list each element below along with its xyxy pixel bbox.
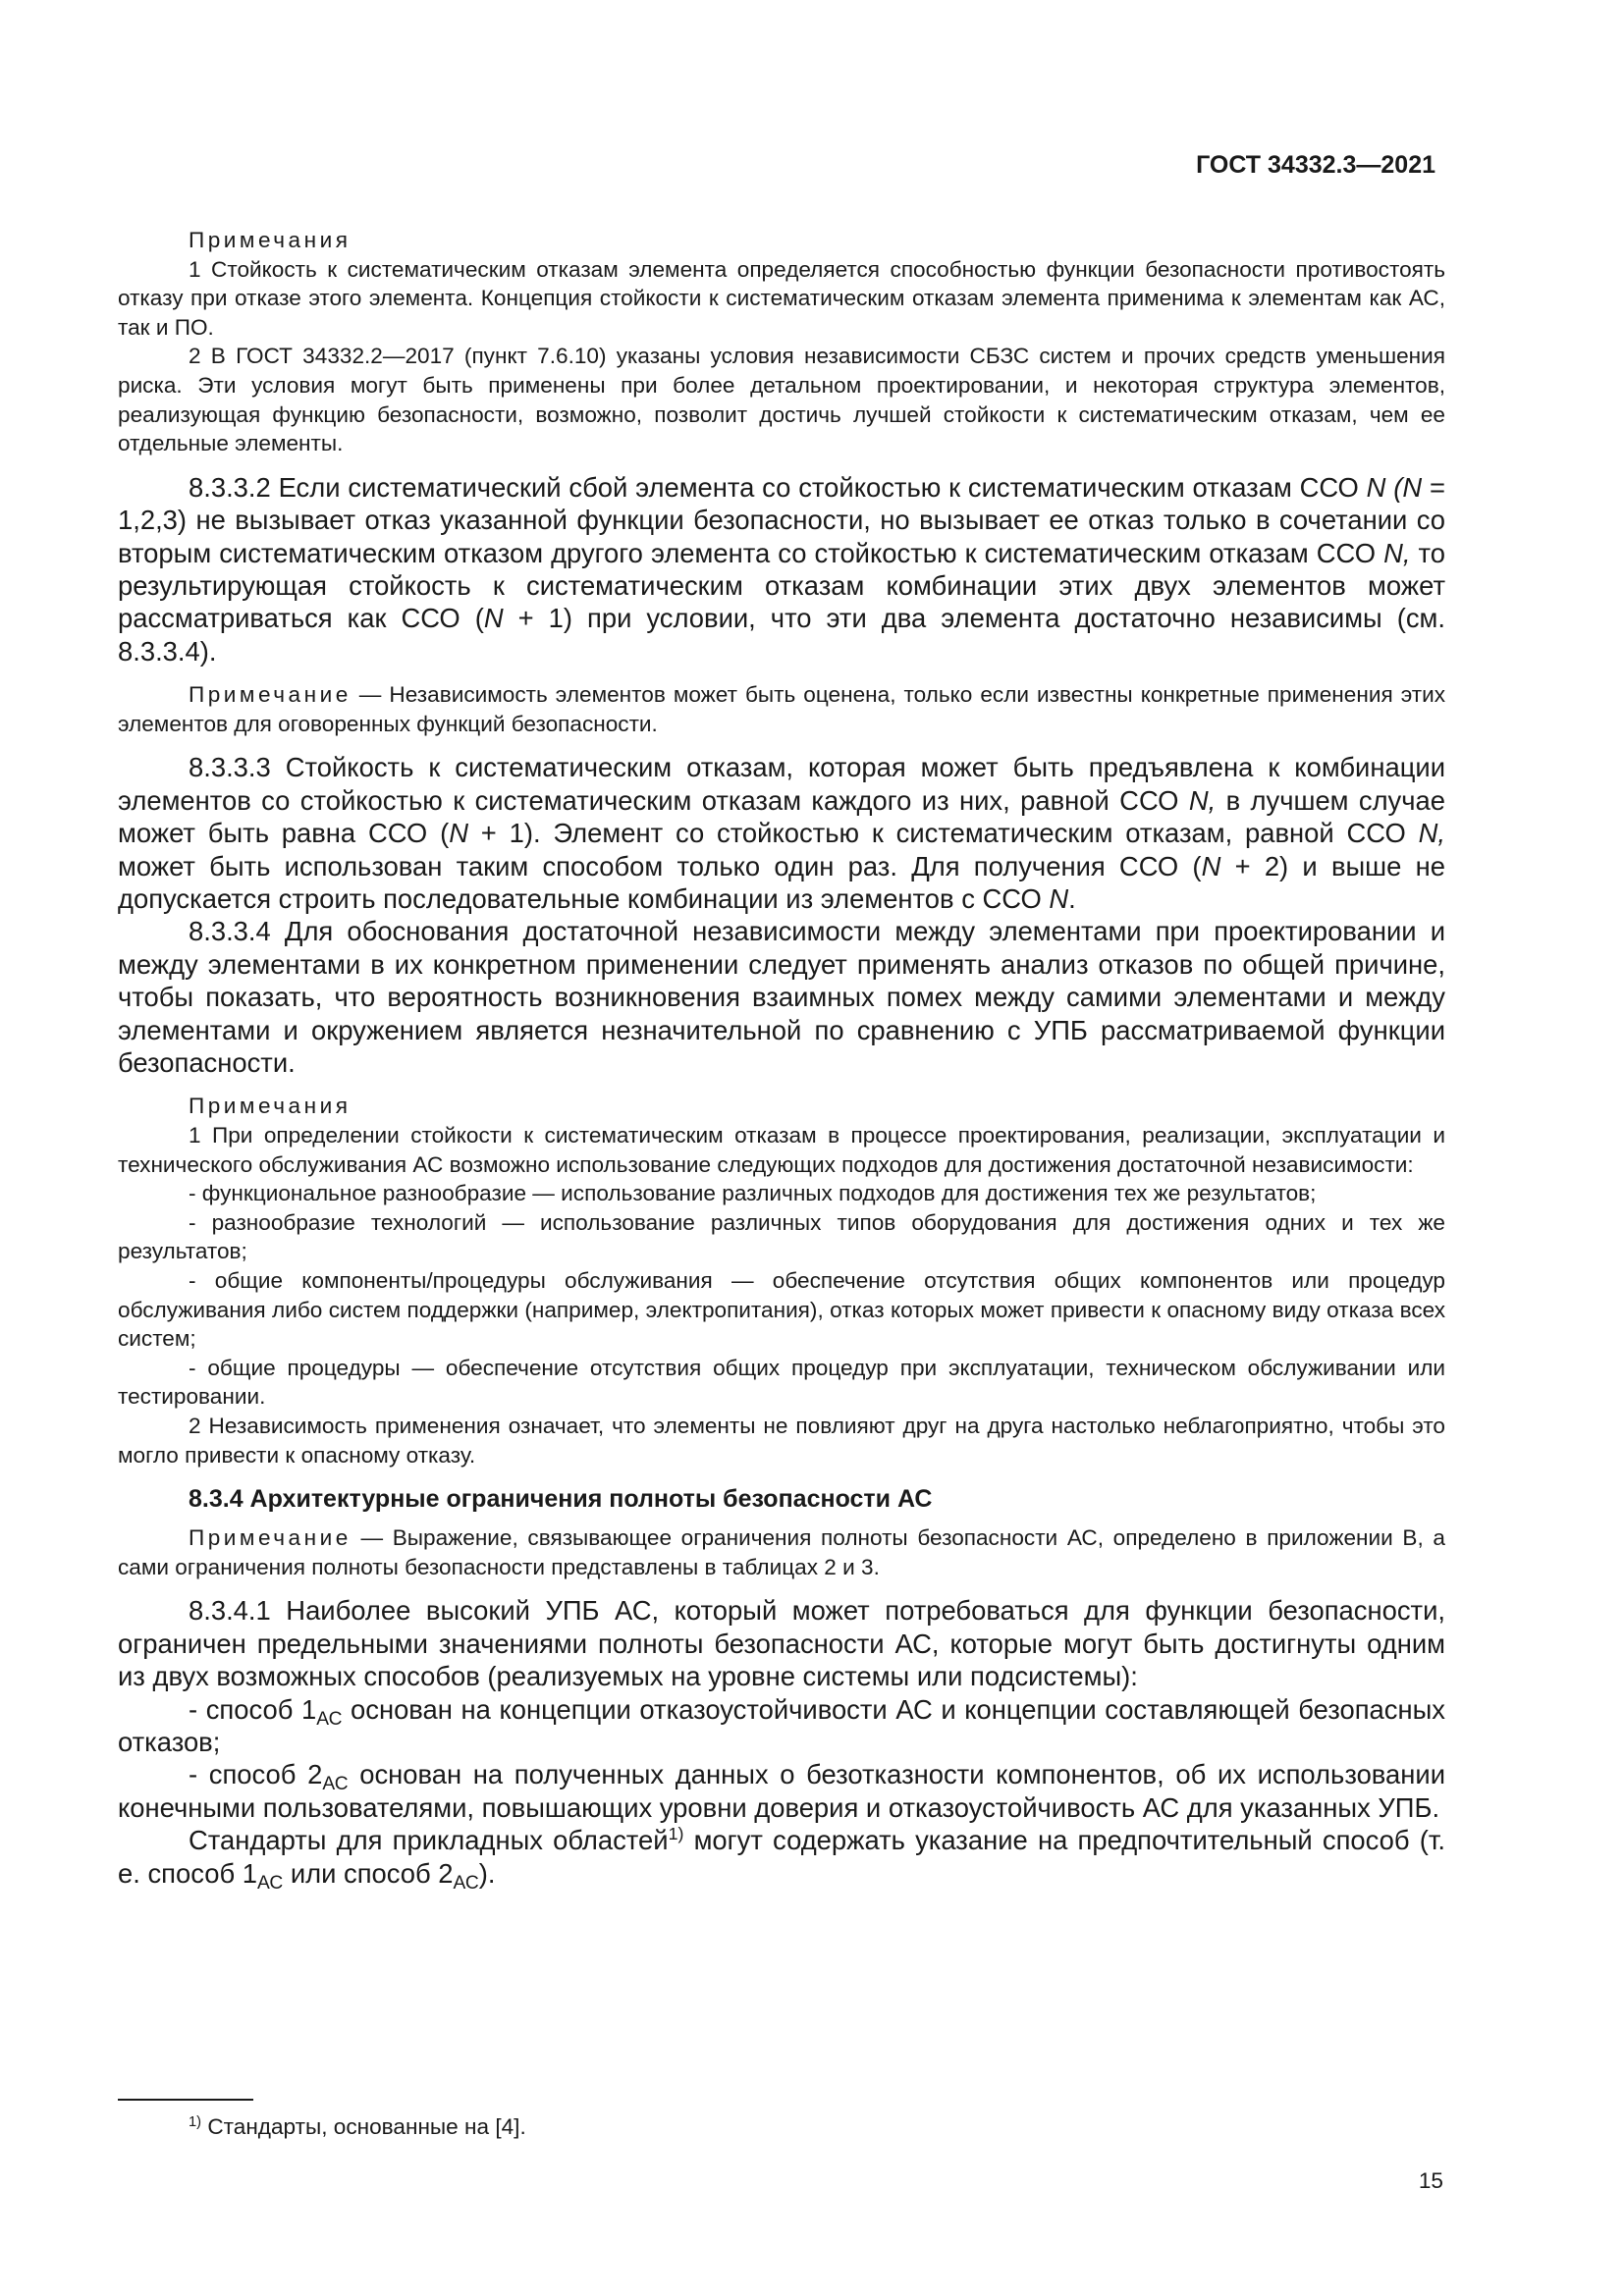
- note-independence: Примечание — Независимость элементов может быть оценена, только если известны конкретные применения этих элементов для оговоренных функций безопасности.: [118, 682, 1445, 736]
- paragraph-8-3-3-2: 8.3.3.2 Если систематический сбой элемента со стойкостью к систематическим отказам ССО N (N = 1,2,3) не вызывает отказ указанной функции безопасности, но вызывает ее отказ только в сочетании со вторым систематическим отказом другого элемента со стойкостью к систематическим отказам ССО N, то результирующая стойкость к систематическим отказам комбинации этих двух элементов может рассматриваться как ССО (N + 1) при условии, что эти два элемента достаточно независимы (см. 8.3.3.4).: [118, 471, 1446, 667]
- note-item-2: 2 В ГОСТ 34332.2—2017 (пункт 7.6.10) указаны условия независимости СБЗС систем и прочих средств уменьшения риска. Эти условия могут быть применены при более детальном проектировании, и некоторая структура элементов, реализующая функцию безопасности, возможно, позволит достичь лучшей стойкости к систематическим отказам, чем ее отдельные элементы.: [118, 344, 1445, 456]
- note-bullet: - общие компоненты/процедуры обслуживания — обеспечение отсутствия общих компонентов или процедур обслуживания либо систем поддержки (например, электропитания), отказ которых может привести к опасному виду отказа всех систем;: [118, 1268, 1445, 1352]
- page-number: 15: [1418, 2168, 1443, 2193]
- footnote-mark: 1): [189, 2113, 202, 2130]
- note-architecture: Примечание — Выражение, связывающее ограничения полноты безопасности АС, определено в приложении В, а сами ограничения полноты безопасности представлены в таблицах 2 и 3.: [118, 1525, 1445, 1579]
- method-2-item: - способ $2_{АС}$ основан на полученных данных о безотказности компонентов, об их использовании конечными пользователями, повышающих уровни доверия и отказоустойчивость АС для указанных УПБ.: [118, 1759, 1446, 1823]
- notes-title: Примечания: [189, 228, 352, 252]
- standards-sentence: Стандарты для прикладных областей$^{1)}$ могут содержать указание на предпочтительный способ (т. е. способ $1_{АС}$ или способ $2_{АС}$).: [118, 1824, 1445, 1894]
- notes-title: Примечания: [189, 1094, 352, 1119]
- paragraph-8-3-4-1: [118, 1594, 1446, 1894]
- paragraph-8-3-3-4: 8.3.3.4 Для обоснования достаточной независимости между элементами при проектировании и между элементами в их конкретном применении следует применять анализ отказов по общей причине, чтобы показать, что вероятность возникновения взаимных помех между самими элементами и между элементами и окружением является незначительной по сравнению с УПБ рассматриваемой функции безопасности.: [118, 916, 1445, 1079]
- footnote-separator: [118, 2099, 253, 2101]
- note-item-1: 1 Стойкость к систематическим отказам элемента определяется способностью функции безопасности противостоять отказу при отказе этого элемента. Концепция стойкости к систематическим отказам элемента применима к элементам как АС, так и ПО.: [118, 256, 1445, 340]
- note-bullet: - разнообразие технологий — использование различных типов оборудования для достижения одних и тех же результатов;: [118, 1209, 1445, 1264]
- notes-block-1: [118, 226, 1445, 458]
- document-id-header: ГОСТ 34332.3—2021: [1196, 151, 1435, 179]
- footnote-ref[interactable]: 1): [668, 1824, 684, 1844]
- notes-block-2: [118, 1092, 1445, 1469]
- paragraph-intro: 8.3.4.1 Наиболее высокий УПБ АС, который может потребоваться для функции безопасности, ограничен предельными значениями полноты безопасности АС, которые могут быть достигнуты одним из двух возможных способов (реализуемых на уровне системы или подсистемы):: [118, 1595, 1445, 1692]
- footnote: $^{1)}$ Стандарты, основанные на [4].: [189, 2113, 526, 2139]
- paragraph-8-3-3-3: 8.3.3.3 Стойкость к систематическим отказам, которая может быть предъявлена к комбинации элементов со стойкостью к систематическим отказам каждого из них, равной ССО N, в лучшем случае может быть равна ССО (N + 1). Элемент со стойкостью к систематическим отказам, равной ССО N, может быть использован таким способом только один раз. Для получения ССО (N + 2) и выше не допускается строить последовательные комбинации из элементов с ССО N.: [118, 752, 1445, 914]
- section-heading-8-3-4: 8.3.4 Архитектурные ограничения полноты безопасности АС: [189, 1485, 933, 1514]
- note-label: Примечание: [189, 682, 352, 708]
- note-bullet: - общие процедуры — обеспечение отсутствия общих процедур при эксплуатации, техническом обслуживании или тестировании.: [118, 1355, 1445, 1410]
- note-item-2: 2 Независимость применения означает, что элементы не повлияют друг на друга настолько неблагоприятно, чтобы это могло привести к опасному отказу.: [118, 1413, 1445, 1468]
- page-content: [118, 226, 1446, 1894]
- note-bullet: - функциональное разнообразие — использование различных подходов для достижения тех же результатов;: [189, 1181, 1317, 1206]
- note-label: Примечание: [189, 1525, 352, 1551]
- note-item-1: 1 При определении стойкости к систематическим отказам в процессе проектирования, реализации, эксплуатации и технического обслуживания АС возможно использование следующих подходов для достижения достаточной независимости:: [118, 1123, 1445, 1177]
- method-1-item: - способ $1_{АС}$ основан на концепции отказоустойчивости АС и концепции составляющей безопасных отказов;: [118, 1693, 1445, 1757]
